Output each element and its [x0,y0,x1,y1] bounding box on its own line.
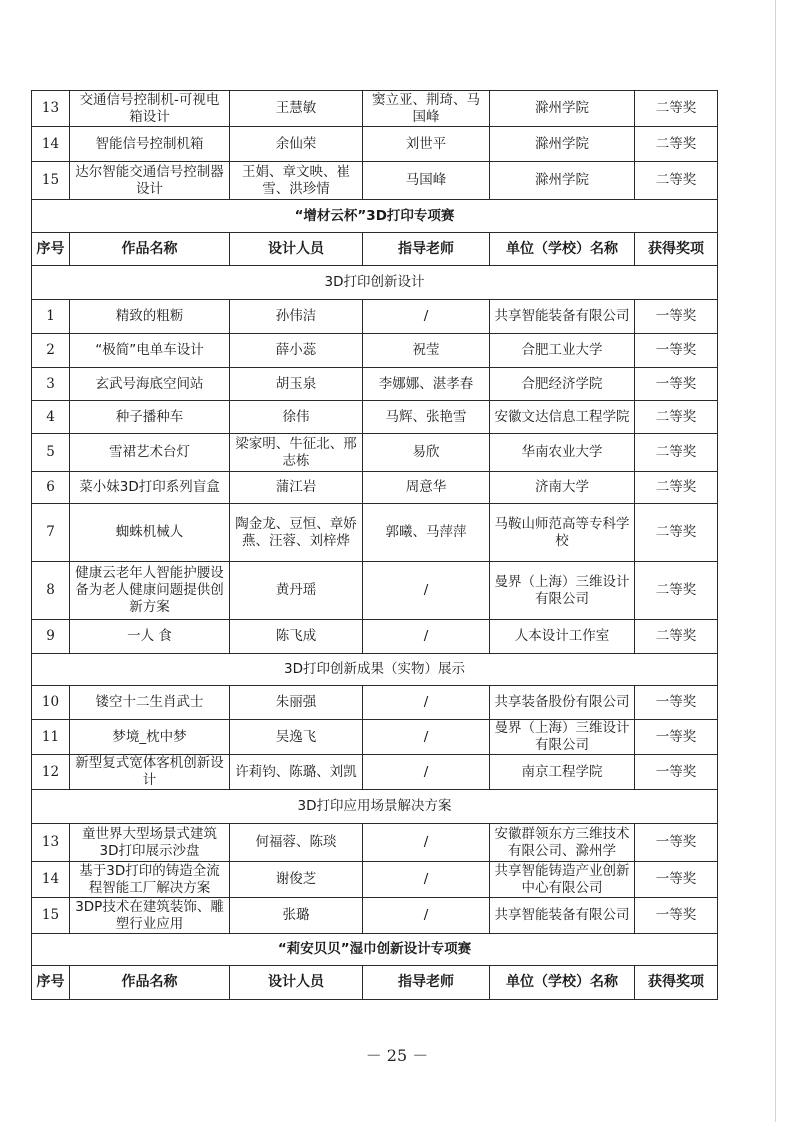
cell-designers: 薛小蕊 [230,334,363,368]
cell-work-name: 3DP技术在建筑装饰、雕塑行业应用 [70,898,230,934]
cell-work-name: 种子播种车 [70,401,230,434]
cell-advisors: 窦立亚、荆琦、马国峰 [363,91,490,127]
cell-advisors: / [363,686,490,720]
cell-award: 一等奖 [635,720,718,755]
cell-advisors: / [363,862,490,898]
category-title-title: 3D打印应用场景解决方案 [32,790,718,824]
cell-unit-name: 滁州学院 [490,162,635,200]
cell-designers: 张璐 [230,898,363,934]
cell-award: 二等奖 [635,91,718,127]
cell-designers: 王娟、章文映、崔雪、洪珍情 [230,162,363,200]
header-advisors: 指导老师 [363,966,490,1000]
cell-unit-name: 合肥经济学院 [490,368,635,401]
cell-row-number: 14 [32,862,70,898]
cell-designers: 蒲江岩 [230,472,363,504]
cell-row-number: 2 [32,334,70,368]
cell-award: 一等奖 [635,686,718,720]
cell-work-name: 菜小妹3D打印系列盲盒 [70,472,230,504]
cell-unit-name: 共享智能铸造产业创新中心有限公司 [490,862,635,898]
cell-designers: 吴逸飞 [230,720,363,755]
header-award: 获得奖项 [635,966,718,1000]
cell-award: 一等奖 [635,368,718,401]
cell-advisors: 李娜娜、湛孝春 [363,368,490,401]
header-designers: 设计人员 [230,233,363,266]
table-row [32,91,718,127]
cell-designers: 谢俊芝 [230,862,363,898]
cell-designers: 黄丹瑶 [230,562,363,620]
table-row [32,368,718,401]
cell-advisors: / [363,824,490,862]
cell-award: 一等奖 [635,824,718,862]
cell-work-name: 玄武号海底空间站 [70,368,230,401]
cell-unit-name: 共享智能装备有限公司 [490,300,635,334]
cell-unit-name: 曼界（上海）三维设计有限公司 [490,562,635,620]
cell-unit-name: 安徽文达信息工程学院 [490,401,635,434]
cell-advisors: 易欣 [363,434,490,472]
cell-unit-name: 合肥工业大学 [490,334,635,368]
cell-award: 二等奖 [635,472,718,504]
table-row [32,401,718,434]
cell-designers: 何福蓉、陈琰 [230,824,363,862]
header-work-name: 作品名称 [70,966,230,1000]
cell-advisors: 郭曦、马萍萍 [363,504,490,562]
cell-advisors: 祝莹 [363,334,490,368]
cell-row-number: 1 [32,300,70,334]
cell-award: 二等奖 [635,401,718,434]
cell-row-number: 12 [32,755,70,790]
table-row [32,755,718,790]
cell-advisors: / [363,300,490,334]
cell-work-name: 梦境_枕中梦 [70,720,230,755]
cell-row-number: 11 [32,720,70,755]
table-row [32,504,718,562]
header-no: 序号 [32,966,70,1000]
cell-designers: 胡玉泉 [230,368,363,401]
cell-row-number: 6 [32,472,70,504]
table-row [32,898,718,934]
cell-row-number: 9 [32,620,70,654]
table-row [32,434,718,472]
header-no: 序号 [32,233,70,266]
cell-designers: 陈飞成 [230,620,363,654]
competition-title [32,934,718,966]
table-row [32,300,718,334]
cell-advisors: / [363,620,490,654]
cell-unit-name: 滁州学院 [490,127,635,162]
cell-award: 一等奖 [635,300,718,334]
cell-designers: 王慧敏 [230,91,363,127]
header-unit: 单位（学校）名称 [490,966,635,1000]
cell-row-number: 4 [32,401,70,434]
cell-designers: 陶金龙、豆恒、章娇燕、汪蓉、刘梓烨 [230,504,363,562]
cell-designers: 余仙荣 [230,127,363,162]
cell-unit-name: 华南农业大学 [490,434,635,472]
cell-unit-name: 共享装备股份有限公司 [490,686,635,720]
cell-unit-name: 南京工程学院 [490,755,635,790]
cell-work-name: 镂空十二生肖武士 [70,686,230,720]
cell-award: 二等奖 [635,434,718,472]
cell-work-name: “极简”电单车设计 [70,334,230,368]
table-row [32,862,718,898]
cell-work-name: 蜘蛛机械人 [70,504,230,562]
cell-designers: 徐伟 [230,401,363,434]
cell-row-number: 3 [32,368,70,401]
cell-advisors: 周意华 [363,472,490,504]
cell-row-number: 15 [32,162,70,200]
cell-row-number: 8 [32,562,70,620]
cell-designers: 梁家明、牛征北、邢志栋 [230,434,363,472]
cell-work-name: 雪裙艺术台灯 [70,434,230,472]
cell-award: 一等奖 [635,898,718,934]
cell-unit-name: 马鞍山师范高等专科学校 [490,504,635,562]
table-row [32,720,718,755]
table-row [32,162,718,200]
cell-work-name: 一人 食 [70,620,230,654]
cell-award: 二等奖 [635,127,718,162]
table-row [32,620,718,654]
cell-work-name: 智能信号控制机箱 [70,127,230,162]
cell-work-name: 新型复式宽体客机创新设计 [70,755,230,790]
cell-award: 一等奖 [635,334,718,368]
cell-unit-name: 滁州学院 [490,91,635,127]
awards-table [31,90,718,1000]
table-row [32,472,718,504]
cell-unit-name: 共享智能装备有限公司 [490,898,635,934]
cell-advisors: 刘世平 [363,127,490,162]
category-title-title: 3D打印创新成果（实物）展示 [32,654,718,686]
cell-designers: 孙伟洁 [230,300,363,334]
cell-row-number: 15 [32,898,70,934]
cell-unit-name: 曼界（上海）三维设计有限公司 [490,720,635,755]
competition-title [32,200,718,233]
cell-row-number: 13 [32,824,70,862]
cell-advisors: / [363,720,490,755]
competition-title-title: “莉安贝贝”湿巾创新设计专项赛 [32,934,718,966]
cell-award: 二等奖 [635,504,718,562]
competition-title-title: “增材云杯”3D打印专项赛 [32,200,718,233]
cell-unit-name: 人本设计工作室 [490,620,635,654]
cell-row-number: 13 [32,91,70,127]
cell-advisors: 马国峰 [363,162,490,200]
header-award: 获得奖项 [635,233,718,266]
page-edge-line [775,0,776,1122]
cell-advisors: 马辉、张艳雪 [363,401,490,434]
table-row [32,334,718,368]
cell-award: 一等奖 [635,755,718,790]
cell-row-number: 7 [32,504,70,562]
cell-award: 一等奖 [635,862,718,898]
cell-unit-name: 安徽群领东方三维技术有限公司、滁州学 [490,824,635,862]
table-row [32,686,718,720]
column-header-row [32,966,718,1000]
cell-designers: 许莉钧、陈璐、刘凯 [230,755,363,790]
cell-designers: 朱丽强 [230,686,363,720]
header-unit: 单位（学校）名称 [490,233,635,266]
category-title [32,790,718,824]
table-row [32,127,718,162]
header-advisors: 指导老师 [363,233,490,266]
cell-row-number: 5 [32,434,70,472]
cell-advisors: / [363,755,490,790]
cell-work-name: 精致的粗粝 [70,300,230,334]
table-row [32,824,718,862]
cell-unit-name: 济南大学 [490,472,635,504]
cell-work-name: 交通信号控制机-可视电箱设计 [70,91,230,127]
table-row [32,562,718,620]
cell-award: 二等奖 [635,162,718,200]
cell-row-number: 10 [32,686,70,720]
category-title-title: 3D打印创新设计 [32,266,718,300]
column-header-row [32,233,718,266]
cell-advisors: / [363,898,490,934]
category-title [32,266,718,300]
awards-table-body [32,91,718,1000]
cell-work-name: 健康云老年人智能护腰设备为老人健康问题提供创新方案 [70,562,230,620]
page-number: － 25 － [365,1046,429,1065]
cell-row-number: 14 [32,127,70,162]
cell-award: 二等奖 [635,620,718,654]
cell-work-name: 基于3D打印的铸造全流程智能工厂解决方案 [70,862,230,898]
header-work-name: 作品名称 [70,233,230,266]
header-designers: 设计人员 [230,966,363,1000]
cell-work-name: 童世界大型场景式建筑3D打印展示沙盘 [70,824,230,862]
category-title [32,654,718,686]
cell-work-name: 达尔智能交通信号控制器设计 [70,162,230,200]
cell-award: 二等奖 [635,562,718,620]
cell-advisors: / [363,562,490,620]
